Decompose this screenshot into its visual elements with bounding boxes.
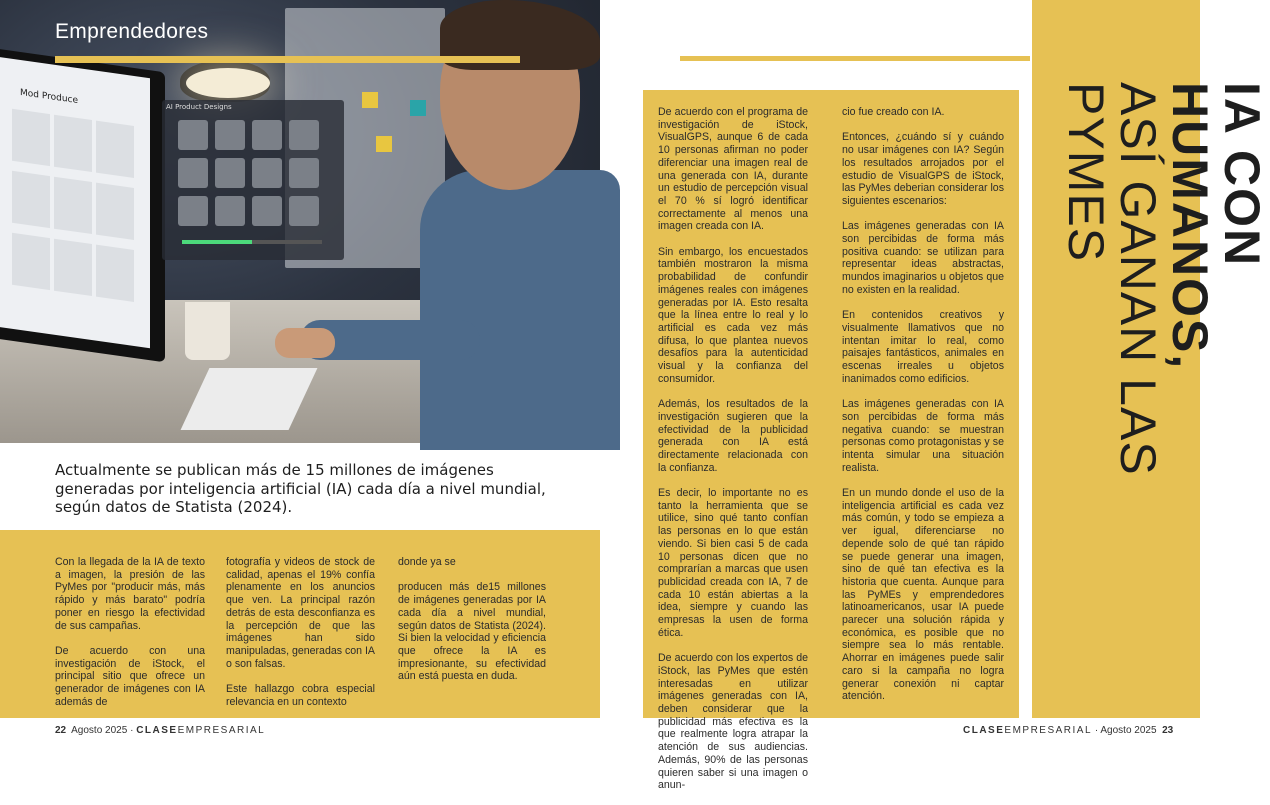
brand-rest: EMPRESARIAL xyxy=(177,725,266,736)
paragraph: Este hallazgo cobra especial relevancia en un contexto xyxy=(226,683,375,708)
screen-title: Mod Produce xyxy=(20,87,79,107)
paragraph: Con la llegada de la IA de texto a imagen, la presión de las PyMes por "producir más, más rápido y más barato" podría poner en riesgo la efectividad de sus campañas. xyxy=(55,556,205,632)
paragraph: En un mundo donde el uso de la inteligencia artificial es cada vez más común, y todo se empieza a ver igual, diferenciarse no depende solo de qué tan rápido se puede generar una imagen, sino de qué tan efectiva es la historia que cuenta. Aunque para las PyMEs y emprendedores latinoamericanos, usar IA puede parecer una solución rápida y económica, es posible que no siempre sea lo más rentable. Ahorrar en imágenes puede salir caro si la campaña no logra generar conexión ni captar atención. xyxy=(842,487,1004,703)
sticky-note xyxy=(362,92,378,108)
lamp-light xyxy=(186,68,270,98)
right-column-2 xyxy=(842,106,1004,716)
ai-designs-panel xyxy=(162,100,344,260)
brand-rest: EMPRESARIAL xyxy=(1004,725,1093,736)
page-number: 23 xyxy=(1162,725,1174,736)
paragraph: fotografía y videos de stock de calidad, apenas el 19% confía plenamente en los anuncios que ven. La principal razón detrás de esta desconfianza es la percepción de que las imágenes han sido manipuladas, generadas con IA o son falsas. xyxy=(226,556,376,670)
left-column-3 xyxy=(398,556,546,696)
left-column-1 xyxy=(55,556,205,721)
title-line-1: IA CON HUMANOS, xyxy=(1162,82,1270,371)
person-hand xyxy=(275,328,335,358)
monitor xyxy=(0,48,165,363)
paragraph: En contenidos creativos y visualmente llamativos que no intentan imitar lo real, como paisajes fantásticos, animales en escenas irreales u objetos inanimados como edificios. xyxy=(842,309,1004,385)
left-column-2 xyxy=(226,556,375,721)
sticky-note xyxy=(376,136,392,152)
paragraph: producen más de15 millones de imágenes generadas por IA cada día a nivel mundial, según datos de Statista (2024). Si bien la velocidad y eficiencia que ofrece la IA es impresionante, su efectividad aún está puesta en duda. xyxy=(398,581,546,683)
paragraph: De acuerdo con el programa de investigación de iStock, VisualGPS, aunque 6 de cada 10 personas afirman no poder diferenciar una imagen real de una generada con IA, durante un estudio de percepción visual el 70 % sí logró identificar correctamente al menos una imagen creada con IA. xyxy=(658,106,808,233)
paragraph: De acuerdo con una investigación de iStock, el principal sitio que ofrece un generador de imágenes con IA además de xyxy=(55,644,205,708)
paragraph: Sin embargo, los encuestados también mostraron la misma probabilidad de confundir imágenes reales con imágenes generadas por IA. Esto resalta que la línea entre lo real y lo artificial es cada vez más difusa, lo que plantea nuevos desafíos para la autenticidad visual y la confianza del consumidor. xyxy=(658,245,808,385)
lead-paragraph: Actualmente se publican más de 15 millones de imágenes generadas por inteligencia artificial (IA) cada día a nivel mundial, según datos de Statista (2024). xyxy=(55,461,546,516)
paragraph: Es decir, lo importante no es tanto la herramienta que se utilice, sino qué tanto confían las personas en lo que están viendo. Si bien casi 5 de cada 10 personas dicen que no comprarían a marcas que usen publicidad creada con IA, 7 de cada 10 están abiertas a la idea, siempre y cuando las empresas la usen de forma ética. xyxy=(658,487,808,639)
page-number: 22 xyxy=(55,725,67,736)
brand-bold: CLASE xyxy=(963,725,1005,736)
footer-date: Agosto 2025 · xyxy=(71,725,134,736)
progress-fill xyxy=(182,240,252,244)
paragraph: cio fue creado con IA. xyxy=(842,106,945,118)
panel-title: AI Product Designs xyxy=(166,103,232,111)
progress-bar xyxy=(182,240,322,244)
article-title xyxy=(1060,82,1268,562)
person-torso xyxy=(420,170,620,450)
monitor-screen xyxy=(0,56,150,348)
paragraph: Además, los resultados de la investigación sugieren que la efectividad de la publicidad generada con IA está directamente relacionada con la confianza. xyxy=(658,398,808,474)
paragraph: De acuerdo con los expertos de iStock, las PyMes que estén interesadas en utilizar imágenes generadas con IA, deben considerar que la publicidad más efectiva es la que realmente logra atrapar la atención de sus audiencias. Además, 90% de las personas quieren saber si una imagen o anun- xyxy=(658,652,808,792)
title-line-2: ASÍ GANAN LAS PYMES xyxy=(1058,82,1166,476)
paragraph: donde ya se xyxy=(398,556,456,568)
footer-right xyxy=(963,725,1173,736)
coffee-mug xyxy=(185,302,230,360)
paragraph: Entonces, ¿cuándo sí y cuándo no usar imágenes con IA? Según los resultados arrojados por el estudio de VisualGPS de iStock, las PyMes deberian considerar los siguientes escenarios: xyxy=(842,131,1004,207)
paragraph: Las imágenes generadas con IA son percibidas de forma más positiva cuando: se utilizan para representar ideas abstractas, mundos imaginarios u objetos que no existen en la realidad. xyxy=(842,220,1004,296)
brand-bold: CLASE xyxy=(136,725,178,736)
paragraph: Las imágenes generadas con IA son percibidas de forma más negativa cuando: se muestran personas como protagonistas y se intenta simular una situación realista. xyxy=(842,398,1004,474)
footer-left xyxy=(55,725,265,736)
hero-photo xyxy=(0,0,600,443)
sticky-note xyxy=(410,100,426,116)
right-column-1 xyxy=(658,106,808,805)
top-rule xyxy=(680,56,1030,61)
section-rule xyxy=(55,56,520,63)
footer-date: · Agosto 2025 xyxy=(1094,725,1157,736)
section-label: Emprendedores xyxy=(55,20,209,43)
